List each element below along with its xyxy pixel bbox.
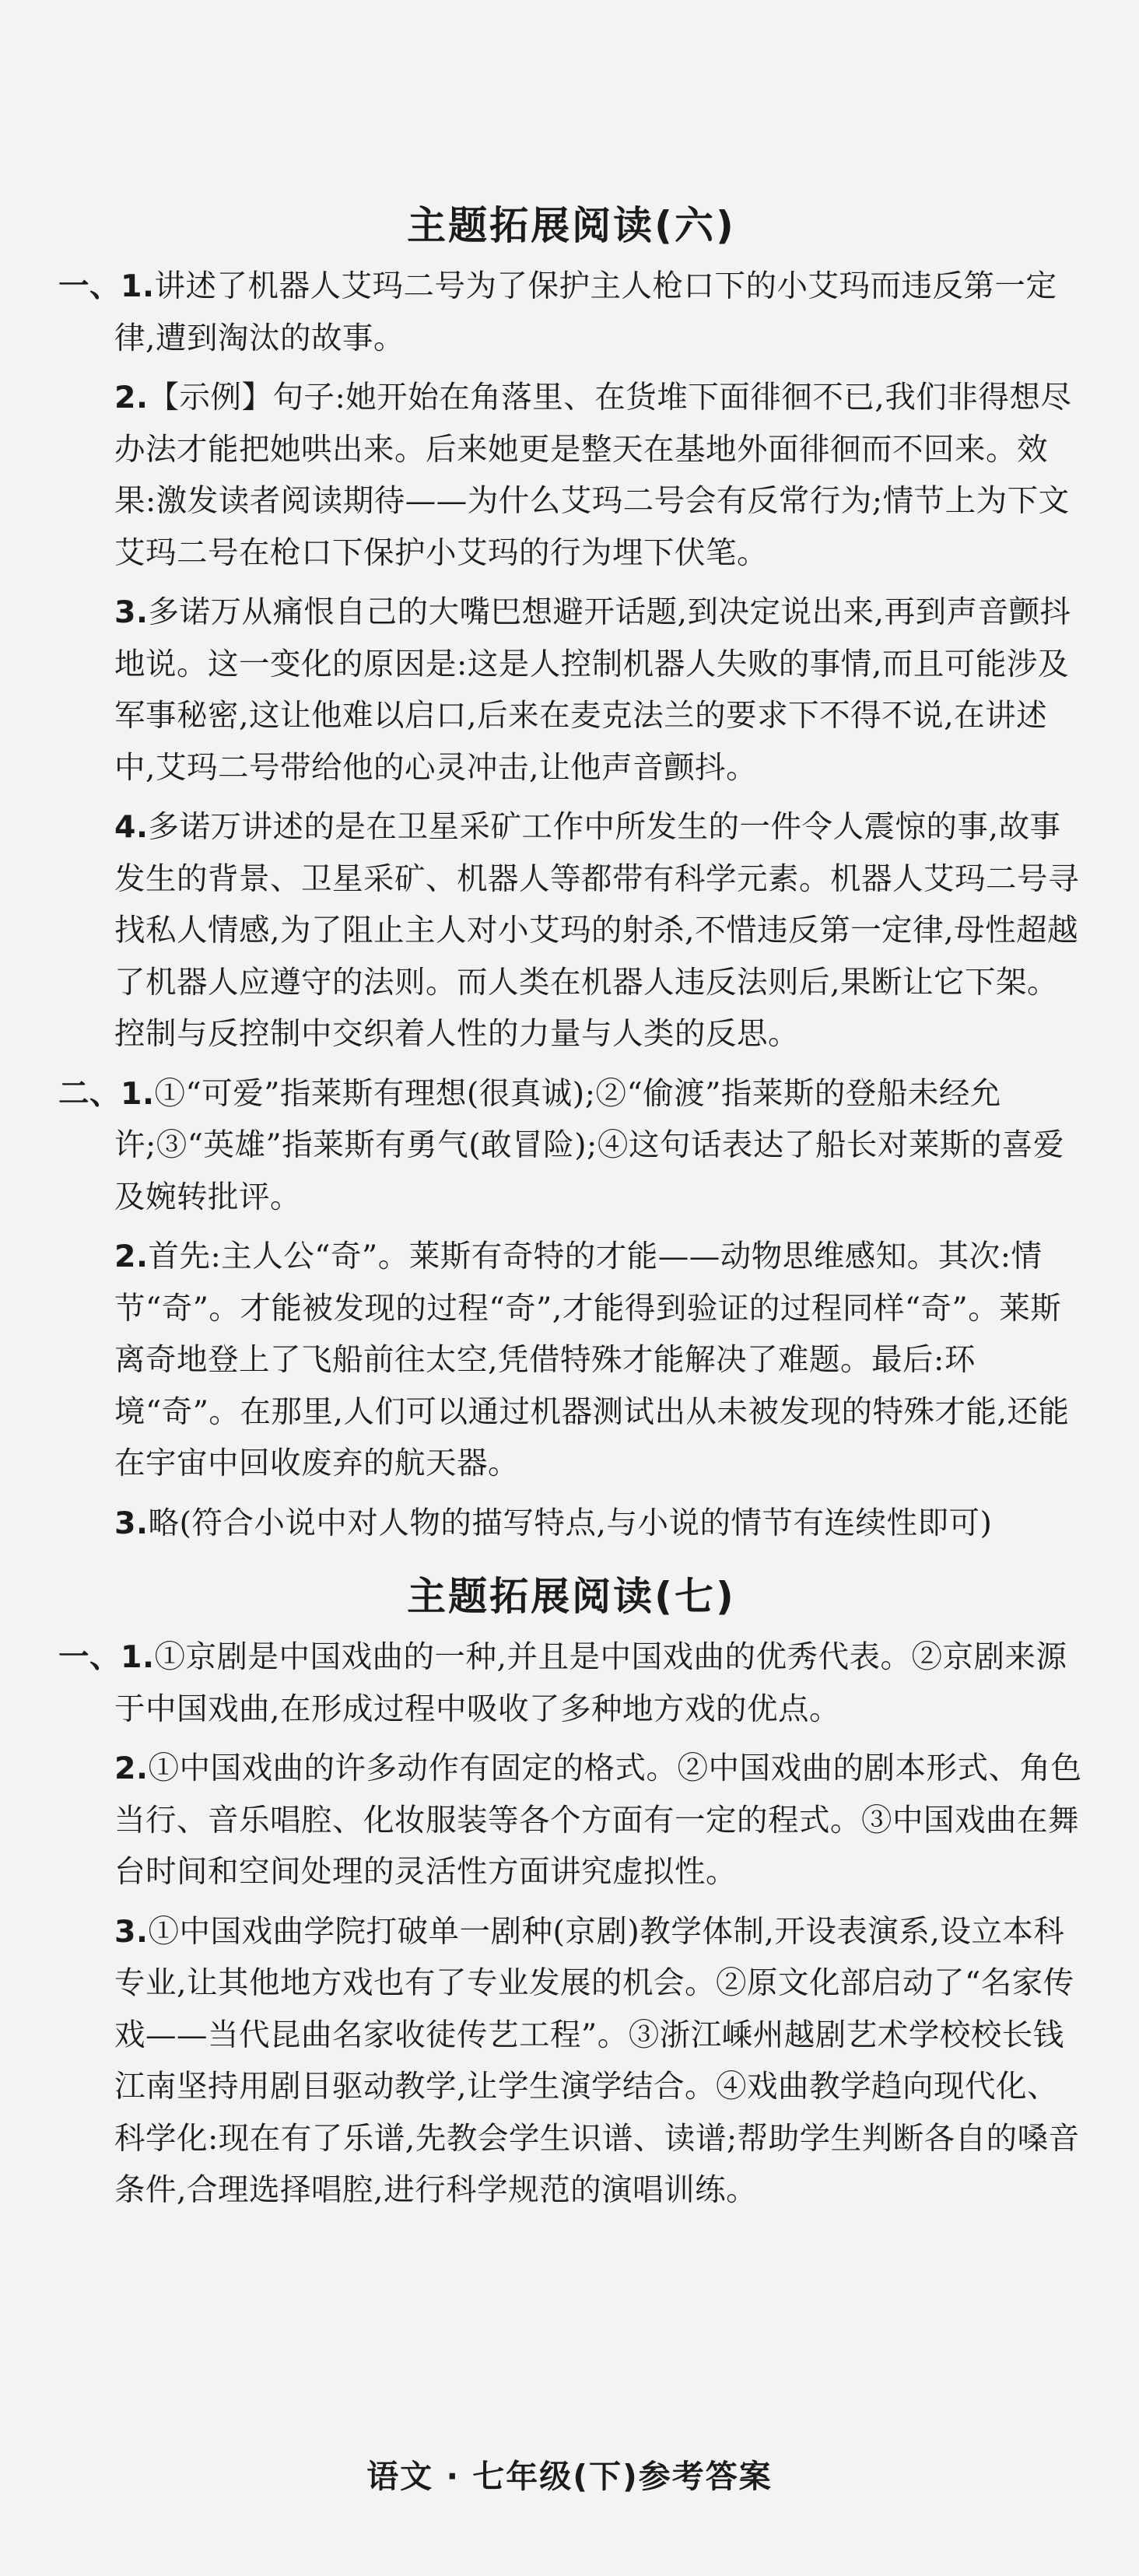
- section-title-7: 主题拓展阅读(七): [407, 1574, 736, 1619]
- item-text: 多诺万讲述的是在卫星采矿工作中所发生的一件令人震惊的事,故事发生的背景、卫星采矿、机器人等都带有科学元素。机器人艾玛二号寻找私人情感,为了阻止主人对小艾玛的射杀,不惜违反第一定律,母性超越了机器人应遵守的法则。而人类在机器人违反法则后,果断让它下架。控制与反控制中交织着人性的力量与人类的反思。: [114, 809, 1079, 1052]
- item-number: 1.: [121, 1075, 155, 1112]
- item-number: 1.: [121, 1639, 155, 1675]
- item-text: ①中国戏曲学院打破单一剧种(京剧)教学体制,开设表演系,设立本科专业,让其他地方戏也有了专业发展的机会。②原文化部启动了“名家传戏——当代昆曲名家收徒传艺工程”。③浙江嵊州越剧艺术学校校长钱江南坚持用剧目驱动教学,让学生演学结合。④戏曲教学趋向现代化、科学化:现在有了乐谱,先教会学生识谱、读谱;帮助学生判断各自的嗓音条件,合理选择唱腔,进行科学规范的演唱训练。: [114, 1913, 1080, 2208]
- answer-item: [58, 801, 1085, 1060]
- item-number: 2.: [114, 1239, 149, 1274]
- answer-item: [58, 587, 1085, 794]
- item-number: 2.: [114, 1751, 149, 1786]
- part-marker: 一、: [58, 268, 121, 304]
- answer-item: [58, 1231, 1085, 1490]
- answer-item: [58, 1743, 1085, 1898]
- answer-item: [58, 1906, 1085, 2217]
- section-title-6: 主题拓展阅读(六): [407, 203, 736, 248]
- item-number: 3.: [114, 1505, 149, 1541]
- item-text: ①“可爱”指莱斯有理想(很真诚);②“偷渡”指莱斯的登船未经允许;③“英雄”指莱斯有勇气(敢冒险);④这句话表达了船长对莱斯的喜爱及婉转批评。: [114, 1075, 1064, 1215]
- item-text: 略(符合小说中对人物的描写特点,与小说的情节有连续性即可): [148, 1505, 993, 1541]
- item-text: 【示例】句子:她开始在角落里、在货堆下面徘徊不已,我们非得想尽办法才能把她哄出来。后来她更是整天在基地外面徘徊而不回来。效果:激发读者阅读期待——为什么艾玛二号会有反常行为;情节上为下文艾玛二号在枪口下保护小艾玛的行为埋下伏笔。: [114, 380, 1072, 571]
- answer-item: [58, 1068, 1085, 1224]
- part-marker: 一、: [58, 1639, 121, 1675]
- answer-item: [58, 1631, 1085, 1735]
- item-text: 讲述了机器人艾玛二号为了保护主人枪口下的小艾玛而违反第一定律,遭到淘汰的故事。: [114, 268, 1057, 356]
- item-text: 多诺万从痛恨自己的大嘴巴想避开话题,到决定说出来,再到声音颤抖地说。这一变化的原因是:这是人控制机器人失败的事情,而且可能涉及军事秘密,这让他难以启口,后来在麦克法兰的要求下不得不说,在讲述中,艾玛二号带给他的心灵冲击,让他声音颤抖。: [114, 594, 1071, 786]
- item-text: ①中国戏曲的许多动作有固定的格式。②中国戏曲的剧本形式、角色当行、音乐唱腔、化妆服装等各个方面有一定的程式。③中国戏曲在舞台时间和空间处理的灵活性方面讲究虚拟性。: [114, 1751, 1082, 1890]
- page-footer: 语文 · 七年级(下)参考答案: [366, 2458, 773, 2495]
- item-number: 1.: [121, 268, 155, 304]
- item-number: 2.: [114, 380, 149, 415]
- item-number: 3.: [114, 594, 149, 630]
- answer-item: [58, 372, 1085, 579]
- answer-item: [58, 1498, 1085, 1550]
- item-text: ①京剧是中国戏曲的一种,并且是中国戏曲的优秀代表。②京剧来源于中国戏曲,在形成过程中吸收了多种地方戏的优点。: [114, 1639, 1067, 1727]
- item-text: 首先:主人公“奇”。莱斯有奇特的才能——动物思维感知。其次:情节“奇”。才能被发现的过程“奇”,才能得到验证的过程同样“奇”。莱斯离奇地登上了飞船前往太空,凭借特殊才能解决了难题。最后:环境“奇”。在那里,人们可以通过机器测试出从未被发现的特殊才能,还能在宇宙中回收废弃的航天器。: [114, 1239, 1070, 1481]
- answer-item: [58, 261, 1085, 364]
- item-number: 3.: [114, 1913, 149, 1950]
- item-number: 4.: [114, 809, 149, 845]
- part-marker: 二、: [58, 1075, 121, 1112]
